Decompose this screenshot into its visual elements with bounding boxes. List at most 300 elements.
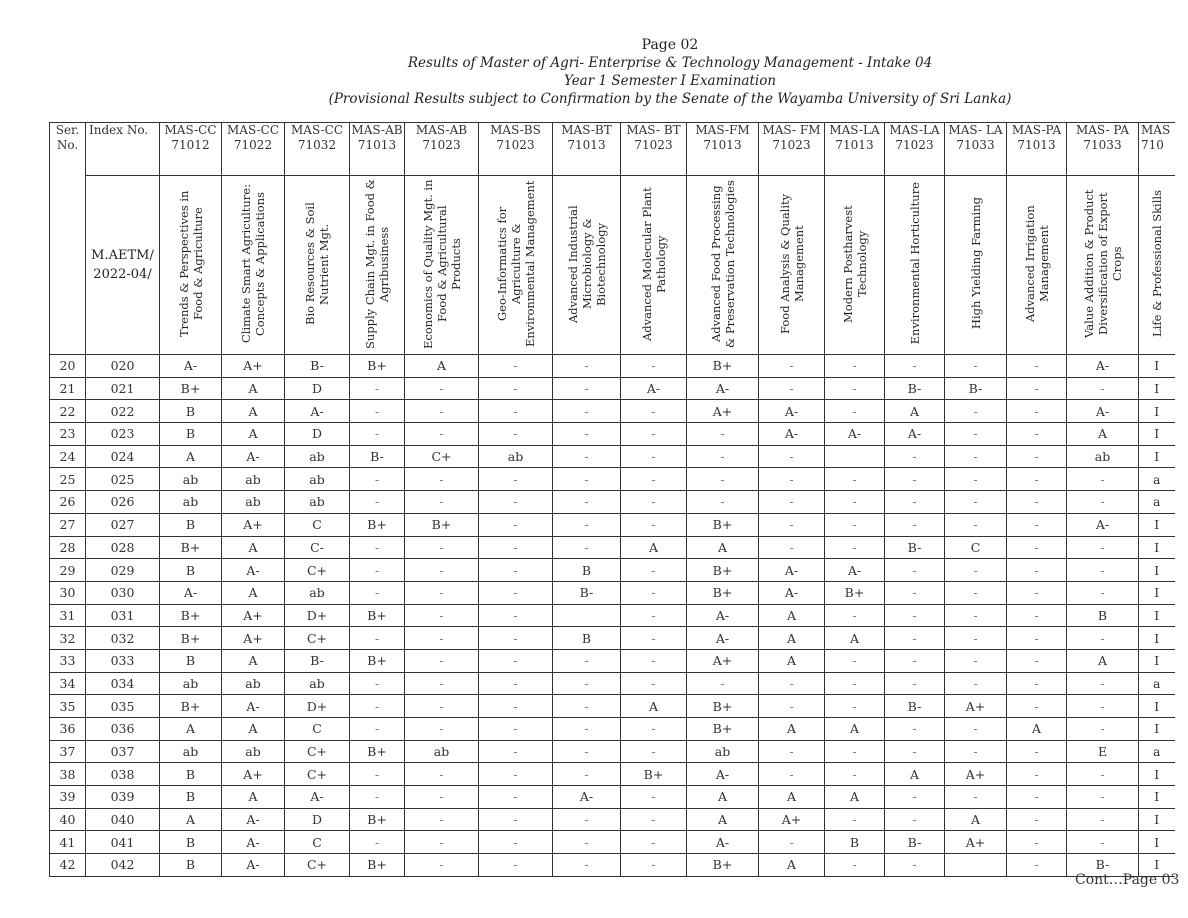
grade-cell: A-	[825, 423, 885, 446]
grade-cell: C+	[285, 854, 350, 877]
grade-cell: -	[885, 808, 945, 831]
grade-cell: -	[885, 491, 945, 514]
grade-cell: -	[885, 513, 945, 536]
grade-cell: B+	[687, 854, 759, 877]
grade-cell: I	[1139, 400, 1175, 423]
grade-cell: I	[1139, 581, 1175, 604]
grade-cell: -	[1007, 423, 1067, 446]
course-name-header	[759, 176, 825, 355]
grade-cell: I	[1139, 423, 1175, 446]
ser-no-cell: 21	[50, 377, 86, 400]
grade-cell: -	[1007, 854, 1067, 877]
grade-cell: -	[825, 604, 885, 627]
grade-cell: -	[405, 854, 479, 877]
grade-cell: ab	[222, 672, 285, 695]
index-no-cell: 033	[86, 649, 160, 672]
grade-cell: -	[1067, 491, 1139, 514]
index-no-cell: 040	[86, 808, 160, 831]
grade-cell: I	[1139, 377, 1175, 400]
grade-cell: a	[1139, 468, 1175, 491]
grade-cell: ab	[222, 491, 285, 514]
course-code-header: MAS-PA 71013	[1007, 123, 1067, 176]
grade-cell: -	[621, 559, 687, 582]
grade-cell: A+	[222, 763, 285, 786]
course-name-header	[405, 176, 479, 355]
grade-cell: I	[1139, 786, 1175, 809]
grade-cell: -	[553, 831, 621, 854]
grade-cell: -	[759, 377, 825, 400]
grade-cell: -	[945, 468, 1007, 491]
course-name-header	[285, 176, 350, 355]
grade-cell: -	[553, 377, 621, 400]
table-row	[50, 763, 1175, 786]
grade-cell: A-	[285, 400, 350, 423]
grade-cell: -	[759, 831, 825, 854]
course-name: Value Addition & Product Diversification of Export Crops	[1081, 189, 1124, 338]
provisional-note: (Provisional Results subject to Confirmation by the Senate of the Wayamba University of Sri Lanka)	[328, 91, 1012, 107]
grade-cell: C+	[285, 559, 350, 582]
course-code-header: MAS- PA 71033	[1067, 123, 1139, 176]
grade-cell: B	[160, 649, 222, 672]
grade-cell: A-	[222, 445, 285, 468]
grade-cell: B	[160, 786, 222, 809]
ser-no-cell: 39	[50, 786, 86, 809]
grade-cell: -	[405, 808, 479, 831]
ser-no-cell: 28	[50, 536, 86, 559]
grade-cell: I	[1139, 536, 1175, 559]
grade-cell: ab	[405, 740, 479, 763]
grade-cell: -	[825, 740, 885, 763]
grade-cell: -	[945, 559, 1007, 582]
grade-cell: -	[1007, 355, 1067, 378]
course-code-header: MAS-AB 71023	[405, 123, 479, 176]
continuation-note: Cont…Page 03	[1075, 872, 1180, 888]
grade-cell: A-	[1067, 513, 1139, 536]
document-header	[0, 36, 1188, 108]
grade-cell: -	[885, 786, 945, 809]
index-no-cell: 042	[86, 854, 160, 877]
grade-cell: -	[479, 808, 553, 831]
grade-cell: -	[1007, 808, 1067, 831]
table-row	[50, 377, 1175, 400]
grade-cell: -	[1007, 445, 1067, 468]
grade-cell: B-	[885, 695, 945, 718]
grade-cell: -	[350, 695, 405, 718]
ser-no-cell: 27	[50, 513, 86, 536]
grade-cell: -	[350, 536, 405, 559]
grade-cell: -	[1067, 559, 1139, 582]
grade-cell: A+	[222, 513, 285, 536]
grade-cell: -	[885, 604, 945, 627]
grade-cell: A	[1067, 423, 1139, 446]
grade-cell	[945, 854, 1007, 877]
grade-cell: C+	[285, 627, 350, 650]
grade-cell: -	[825, 400, 885, 423]
index-no-cell: 030	[86, 581, 160, 604]
grade-cell: D	[285, 423, 350, 446]
grade-cell: A	[222, 786, 285, 809]
grade-cell: -	[759, 445, 825, 468]
course-code-header: MAS-BT 71013	[553, 123, 621, 176]
grade-cell: -	[405, 491, 479, 514]
grade-cell: A-	[825, 559, 885, 582]
course-name-header	[222, 176, 285, 355]
grade-cell: A-	[759, 559, 825, 582]
grade-cell: A	[222, 377, 285, 400]
grade-cell: -	[621, 513, 687, 536]
grade-cell: -	[1067, 468, 1139, 491]
course-name: Modern Postharvest Technology	[840, 204, 869, 323]
grade-cell: -	[405, 423, 479, 446]
grade-cell: -	[825, 695, 885, 718]
grade-cell: I	[1139, 718, 1175, 741]
grade-cell: A+	[945, 763, 1007, 786]
course-name-header	[621, 176, 687, 355]
grade-cell: D+	[285, 604, 350, 627]
grade-cell: -	[1067, 808, 1139, 831]
grade-cell: -	[759, 468, 825, 491]
grade-cell	[825, 445, 885, 468]
grade-cell: -	[621, 355, 687, 378]
course-name: High Yielding Farming	[968, 197, 983, 330]
table-row	[50, 423, 1175, 446]
grade-cell: -	[621, 786, 687, 809]
grade-cell: -	[945, 491, 1007, 514]
course-name: Food Analysis & Quality Management	[777, 193, 806, 334]
grade-cell: ab	[222, 468, 285, 491]
table-row	[50, 718, 1175, 741]
grade-cell: -	[553, 854, 621, 877]
grade-cell: -	[350, 672, 405, 695]
course-name: Life & Professional Skills	[1149, 190, 1164, 337]
ser-no-cell: 24	[50, 445, 86, 468]
course-name: Climate Smart Agriculture: Concepts & Applications	[239, 184, 267, 343]
table-row	[50, 672, 1175, 695]
ser-no-cell: 40	[50, 808, 86, 831]
grade-cell: -	[479, 672, 553, 695]
grade-cell: B+	[405, 513, 479, 536]
grade-cell: ab	[479, 445, 553, 468]
grade-cell: I	[1139, 355, 1175, 378]
grade-cell: B	[553, 627, 621, 650]
grade-cell: -	[1007, 581, 1067, 604]
grade-cell: -	[885, 718, 945, 741]
grade-cell: -	[553, 423, 621, 446]
grade-cell: -	[553, 468, 621, 491]
grade-cell: A-	[285, 786, 350, 809]
grade-cell: -	[1007, 604, 1067, 627]
grade-cell: -	[553, 672, 621, 695]
grade-cell: B	[160, 513, 222, 536]
grade-cell: A	[222, 400, 285, 423]
grade-cell: -	[405, 559, 479, 582]
index-no-cell: 025	[86, 468, 160, 491]
index-no-cell: 032	[86, 627, 160, 650]
grade-cell: A-	[759, 581, 825, 604]
grade-cell: -	[405, 536, 479, 559]
course-code-row	[50, 123, 1175, 176]
course-name-row	[50, 176, 1175, 355]
grade-cell: ab	[687, 740, 759, 763]
grade-cell: A	[222, 581, 285, 604]
course-code-header: MAS-AB 71013	[350, 123, 405, 176]
grade-cell: -	[759, 695, 825, 718]
grade-cell: -	[350, 377, 405, 400]
grade-cell: A+	[687, 400, 759, 423]
grade-cell: -	[350, 400, 405, 423]
grade-cell: -	[479, 854, 553, 877]
ser-no-cell: 20	[50, 355, 86, 378]
grade-cell: -	[1067, 377, 1139, 400]
grade-cell: A	[885, 763, 945, 786]
grade-cell: A	[687, 536, 759, 559]
grade-cell: -	[621, 718, 687, 741]
grade-cell: B+	[687, 355, 759, 378]
table-row	[50, 604, 1175, 627]
grade-cell: A	[160, 445, 222, 468]
index-no-cell: 023	[86, 423, 160, 446]
grade-cell: -	[825, 763, 885, 786]
table-row	[50, 445, 1175, 468]
table-row	[50, 400, 1175, 423]
grade-cell: B+	[687, 695, 759, 718]
grade-cell: A	[759, 649, 825, 672]
grade-cell: -	[825, 355, 885, 378]
grade-cell: -	[885, 355, 945, 378]
grade-cell: -	[553, 718, 621, 741]
grade-cell: ab	[160, 740, 222, 763]
index-no-cell: 041	[86, 831, 160, 854]
grade-cell: -	[687, 445, 759, 468]
grade-cell: -	[945, 513, 1007, 536]
grade-cell: -	[945, 400, 1007, 423]
grade-cell: C+	[285, 740, 350, 763]
course-code-header: MAS-CC 71022	[222, 123, 285, 176]
grade-cell: -	[1067, 718, 1139, 741]
grade-cell: ab	[285, 468, 350, 491]
grade-cell: A	[945, 808, 1007, 831]
grade-cell: B+	[350, 513, 405, 536]
table-row	[50, 513, 1175, 536]
grade-cell: -	[825, 672, 885, 695]
grade-cell: I	[1139, 627, 1175, 650]
grade-cell: -	[885, 445, 945, 468]
grade-cell: I	[1139, 604, 1175, 627]
course-name: Advanced Food Processing & Preservation Technologies	[708, 179, 737, 348]
index-no-cell: 039	[86, 786, 160, 809]
grade-cell: -	[553, 491, 621, 514]
grade-cell: B-	[1067, 854, 1139, 877]
index-prefix: M.AETM/ 2022-04/	[91, 248, 154, 282]
grade-cell: -	[621, 808, 687, 831]
grade-cell: A-	[1067, 400, 1139, 423]
index-no-cell: 020	[86, 355, 160, 378]
course-code-header: MAS-FM 71013	[687, 123, 759, 176]
grade-cell: -	[621, 491, 687, 514]
grade-cell: -	[1007, 491, 1067, 514]
table-row	[50, 831, 1175, 854]
grade-cell: A-	[687, 831, 759, 854]
grade-cell: I	[1139, 763, 1175, 786]
grade-cell: A-	[160, 581, 222, 604]
grade-cell: -	[759, 740, 825, 763]
grade-cell: -	[945, 445, 1007, 468]
grade-cell: B+	[160, 627, 222, 650]
grade-cell: C	[945, 536, 1007, 559]
grade-cell: B-	[945, 377, 1007, 400]
grade-cell: A	[759, 627, 825, 650]
grade-cell: ab	[285, 672, 350, 695]
grade-cell: -	[1067, 581, 1139, 604]
grade-cell: A-	[885, 423, 945, 446]
course-code-header: MAS 710	[1139, 123, 1175, 176]
grade-cell: -	[945, 786, 1007, 809]
table-row	[50, 536, 1175, 559]
grade-cell	[553, 604, 621, 627]
grade-cell: -	[1007, 740, 1067, 763]
grade-cell: -	[553, 649, 621, 672]
grade-cell: A-	[222, 808, 285, 831]
grade-cell: A	[825, 627, 885, 650]
grade-cell: I	[1139, 445, 1175, 468]
course-name: Advanced Industrial Microbiology & Biotechnology	[565, 204, 608, 323]
ser-no-cell: 29	[50, 559, 86, 582]
grade-cell: -	[405, 604, 479, 627]
grade-cell: B+	[687, 513, 759, 536]
grade-cell: -	[825, 854, 885, 877]
grade-cell: -	[1007, 513, 1067, 536]
grade-cell: B+	[621, 763, 687, 786]
table-row	[50, 627, 1175, 650]
grade-cell: -	[553, 355, 621, 378]
grade-cell: -	[350, 423, 405, 446]
grade-cell: B+	[350, 740, 405, 763]
grade-cell: -	[1007, 649, 1067, 672]
ser-no-cell: 23	[50, 423, 86, 446]
grade-cell: -	[825, 808, 885, 831]
grade-cell: -	[553, 513, 621, 536]
grade-cell: -	[825, 649, 885, 672]
grade-cell: a	[1139, 491, 1175, 514]
grade-cell: A	[1007, 718, 1067, 741]
grade-cell: A	[825, 718, 885, 741]
course-code-header: MAS- BT 71023	[621, 123, 687, 176]
grade-cell: -	[945, 672, 1007, 695]
grade-cell: -	[945, 740, 1007, 763]
grade-cell: A+	[222, 604, 285, 627]
grade-cell: -	[405, 649, 479, 672]
grade-cell: -	[553, 808, 621, 831]
grade-cell: A	[759, 718, 825, 741]
course-name: Environmental Horticulture	[907, 182, 922, 345]
grade-cell: A	[825, 786, 885, 809]
grade-cell: -	[621, 400, 687, 423]
grade-cell: -	[479, 491, 553, 514]
grade-cell: -	[1067, 627, 1139, 650]
grade-cell: B+	[825, 581, 885, 604]
grade-cell: -	[479, 400, 553, 423]
grade-cell: I	[1139, 854, 1175, 877]
table-row	[50, 649, 1175, 672]
grade-cell: -	[350, 491, 405, 514]
grade-cell: -	[479, 786, 553, 809]
grade-cell: A+	[759, 808, 825, 831]
ser-no-cell: 32	[50, 627, 86, 650]
grade-cell: B-	[285, 649, 350, 672]
grade-cell: -	[1067, 536, 1139, 559]
grade-cell: -	[825, 536, 885, 559]
grade-cell: -	[621, 831, 687, 854]
table-row	[50, 808, 1175, 831]
grade-cell: B+	[160, 377, 222, 400]
grade-cell: I	[1139, 513, 1175, 536]
grade-cell: -	[479, 581, 553, 604]
grade-cell: A	[885, 400, 945, 423]
index-no-cell: 036	[86, 718, 160, 741]
grade-cell: A-	[759, 400, 825, 423]
grade-cell: D	[285, 808, 350, 831]
grade-cell: A-	[160, 355, 222, 378]
grade-cell: A	[687, 808, 759, 831]
grade-cell: C+	[285, 763, 350, 786]
index-no-cell: 038	[86, 763, 160, 786]
grade-cell: -	[1007, 468, 1067, 491]
grade-cell: -	[479, 513, 553, 536]
ser-no-header: Ser. No.	[50, 123, 86, 355]
grade-cell: A-	[687, 627, 759, 650]
grade-cell: B+	[160, 695, 222, 718]
grade-cell: B-	[885, 377, 945, 400]
grade-cell: -	[405, 581, 479, 604]
grade-cell: -	[479, 740, 553, 763]
page-number: Page 02	[641, 37, 699, 53]
grade-cell: B+	[687, 581, 759, 604]
grade-cell: A-	[1067, 355, 1139, 378]
grade-cell: B	[160, 559, 222, 582]
index-no-cell: 035	[86, 695, 160, 718]
index-no-cell: 021	[86, 377, 160, 400]
course-name: Trends & Perspectives in Food & Agriculture	[176, 190, 205, 337]
grade-cell: -	[553, 763, 621, 786]
grade-cell: -	[1007, 763, 1067, 786]
document-subtitle: Year 1 Semester I Examination	[563, 73, 777, 89]
grade-cell: -	[405, 400, 479, 423]
table-row	[50, 695, 1175, 718]
course-name: Advanced Irrigation Management	[1022, 205, 1051, 322]
grade-cell: -	[687, 491, 759, 514]
grade-cell: -	[479, 468, 553, 491]
grade-cell: A-	[687, 377, 759, 400]
grade-cell: B+	[350, 604, 405, 627]
ser-no-cell: 38	[50, 763, 86, 786]
grade-cell: B-	[285, 355, 350, 378]
results-table	[49, 122, 1175, 877]
table-row	[50, 491, 1175, 514]
grade-cell: -	[945, 604, 1007, 627]
table-row	[50, 468, 1175, 491]
grade-cell: A+	[222, 355, 285, 378]
grade-cell: B-	[553, 581, 621, 604]
grade-cell: A	[621, 536, 687, 559]
grade-cell: -	[479, 559, 553, 582]
grade-cell: -	[759, 763, 825, 786]
grade-cell: -	[687, 423, 759, 446]
grade-cell: -	[553, 536, 621, 559]
grade-cell: -	[885, 740, 945, 763]
grade-cell: -	[405, 763, 479, 786]
grade-cell: -	[945, 649, 1007, 672]
grade-cell: -	[885, 854, 945, 877]
